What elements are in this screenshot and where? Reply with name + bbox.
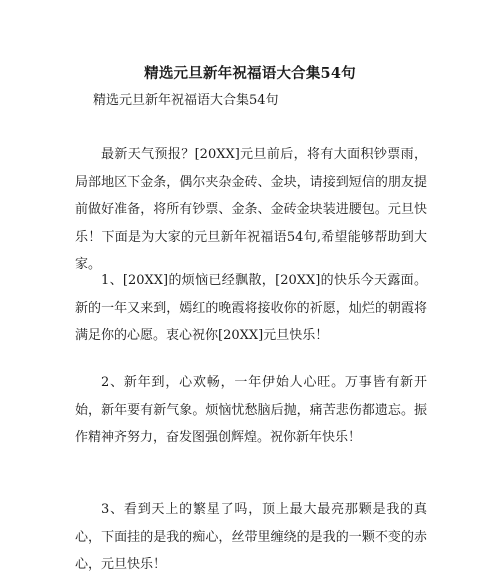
document-subtitle: 精选元旦新年祝福语大合集54句 <box>93 93 279 108</box>
intro-paragraph: 最新天气预报？[20XX]元旦前后，将有大面积钞票雨，局部地区下金条，偶尔夹杂金砖、金块，请接到短信的朋友提前做好准备，将所有钞票、金条、金砖金块装进腰包。元旦快乐！下面是为大家的元旦新年祝福语54句,希望能够帮助到大家。 <box>75 147 427 272</box>
greeting-paragraph-1: 1、[20XX]的烦恼已经飘散，[20XX]的快乐今天露面。新的一年又来到，嫣红的晚霞将接收你的祈愿，灿烂的朝霞将满足你的心愿。衷心祝你[20XX]元旦快乐！ <box>75 273 427 343</box>
document-title: 精选元旦新年祝福语大合集54句 <box>144 65 356 82</box>
greeting-paragraph-3: 3、看到天上的繁星了吗，顶上最大最亮那颗是我的真心，下面挂的是我的痴心，丝带里缠绕的是我的一颗不变的赤心，元旦快乐！ <box>75 502 427 572</box>
greeting-paragraph-2: 2、新年到，心欢畅，一年伊始人心旺。万事皆有新开始，新年要有新气象。烦恼忧愁脑后抛，痛苦悲伤都遗忘。振作精神齐努力，奋发图强创辉煌。祝你新年快乐！ <box>75 375 427 445</box>
